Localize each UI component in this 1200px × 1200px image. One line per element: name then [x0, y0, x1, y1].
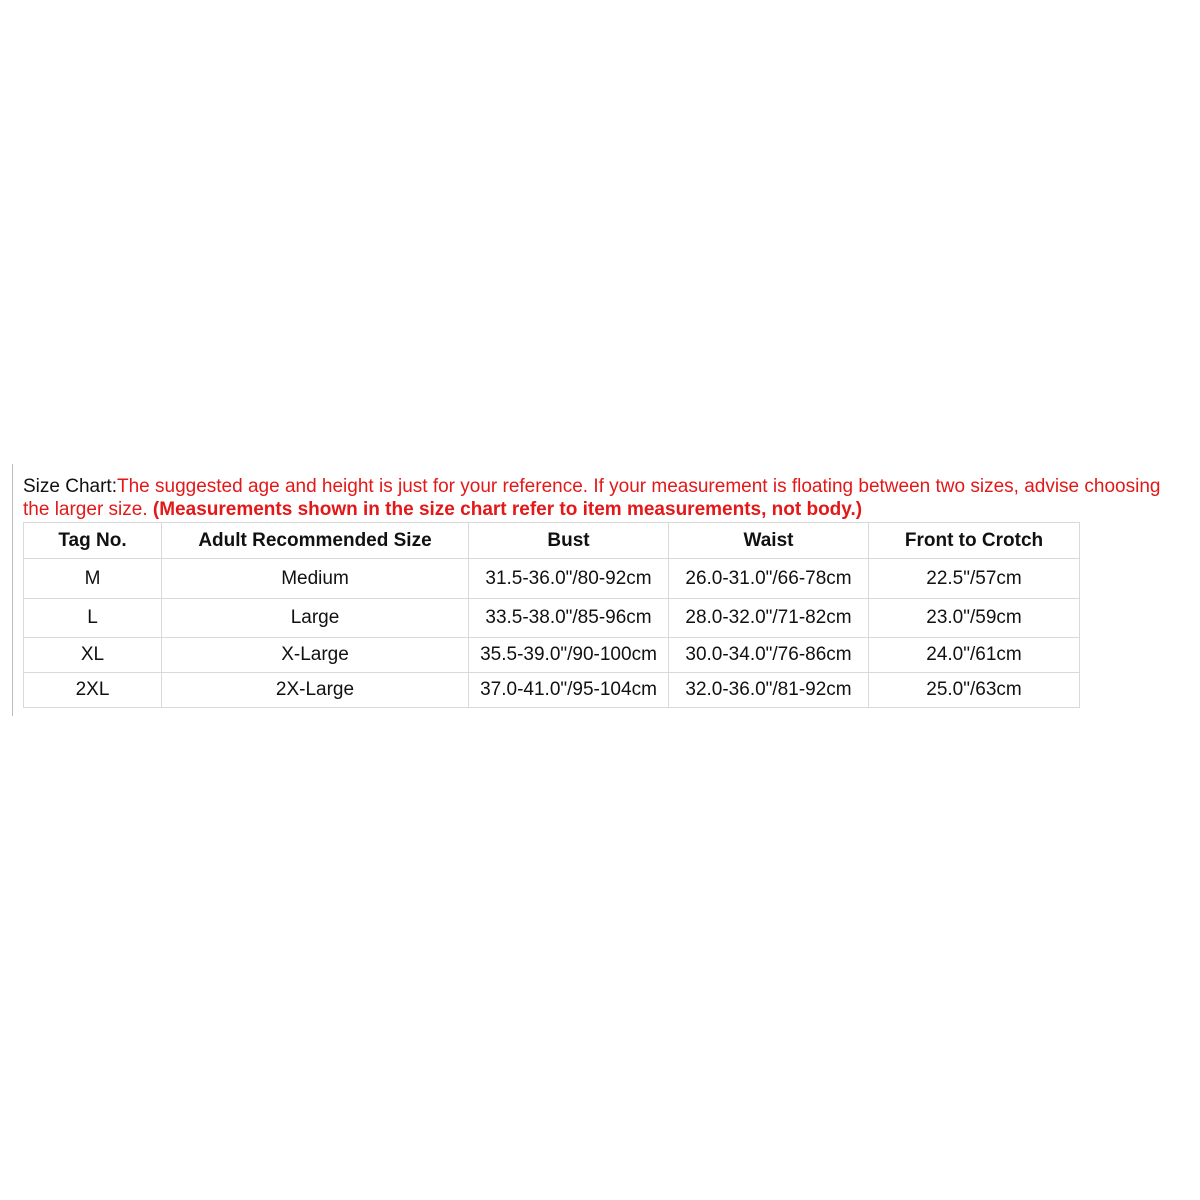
left-divider — [12, 464, 13, 716]
intro-body: The suggested age and height is just for your reference. If your measurement is floating between two sizes, advise choosing the larger size. — [23, 476, 1161, 520]
header-tag-no: Tag No. — [24, 523, 162, 559]
cell-tag-no: XL — [24, 638, 162, 673]
cell-waist: 26.0-31.0"/66-78cm — [669, 559, 869, 599]
cell-waist: 32.0-36.0"/81-92cm — [669, 673, 869, 708]
table-row — [24, 559, 1080, 599]
size-chart-intro — [23, 475, 1183, 521]
cell-front-to-crotch: 22.5"/57cm — [869, 559, 1080, 599]
cell-tag-no: M — [24, 559, 162, 599]
size-chart-table — [23, 522, 1080, 708]
table-row — [24, 599, 1080, 638]
cell-tag-no: L — [24, 599, 162, 638]
intro-lead: Size Chart: — [23, 476, 117, 497]
cell-recommended-size: 2X-Large — [162, 673, 469, 708]
cell-bust: 33.5-38.0"/85-96cm — [469, 599, 669, 638]
cell-front-to-crotch: 24.0"/61cm — [869, 638, 1080, 673]
cell-tag-no: 2XL — [24, 673, 162, 708]
cell-front-to-crotch: 25.0"/63cm — [869, 673, 1080, 708]
table-header-row — [24, 523, 1080, 559]
cell-recommended-size: Medium — [162, 559, 469, 599]
cell-bust: 35.5-39.0"/90-100cm — [469, 638, 669, 673]
cell-waist: 28.0-32.0"/71-82cm — [669, 599, 869, 638]
cell-recommended-size: X-Large — [162, 638, 469, 673]
header-front-to-crotch: Front to Crotch — [869, 523, 1080, 559]
cell-bust: 31.5-36.0"/80-92cm — [469, 559, 669, 599]
intro-note: (Measurements shown in the size chart refer to item measurements, not body.) — [152, 499, 863, 520]
cell-recommended-size: Large — [162, 599, 469, 638]
header-recommended-size: Adult Recommended Size — [162, 523, 469, 559]
table-row — [24, 673, 1080, 708]
cell-front-to-crotch: 23.0"/59cm — [869, 599, 1080, 638]
cell-waist: 30.0-34.0"/76-86cm — [669, 638, 869, 673]
cell-bust: 37.0-41.0"/95-104cm — [469, 673, 669, 708]
header-bust: Bust — [469, 523, 669, 559]
table-row — [24, 638, 1080, 673]
header-waist: Waist — [669, 523, 869, 559]
